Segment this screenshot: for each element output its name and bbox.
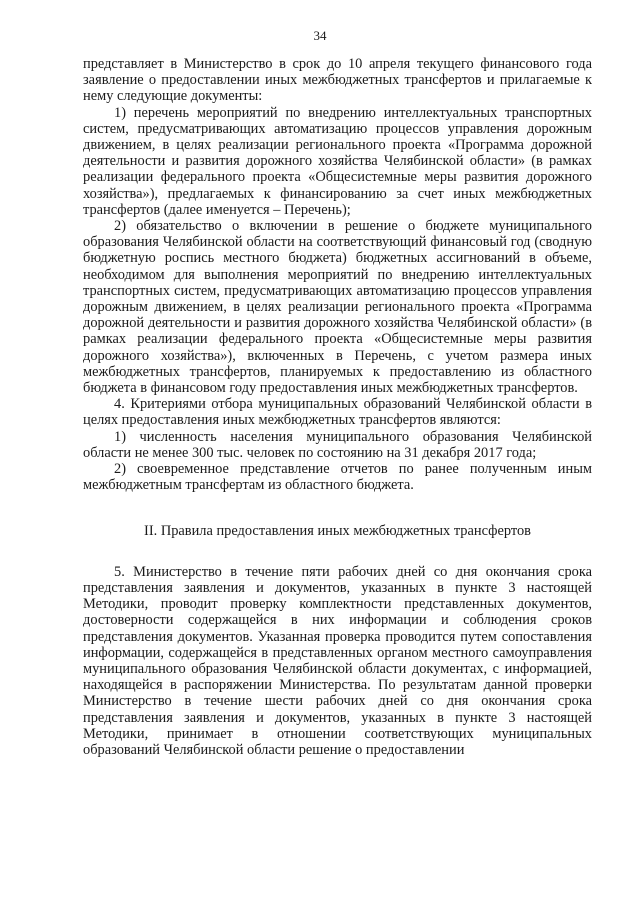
paragraph-criterion-2: 2) своевременное представление отчетов по ранее полученным иным межбюджетным трансфертам из областного бюджета. (83, 461, 592, 494)
document-body (83, 56, 592, 758)
paragraph-intro: представляет в Министерство в срок до 10 апреля текущего финансового года заявление о предоставлении иных межбюджетных трансфертов и прилагаемые к нему следующие документы: (83, 56, 592, 105)
page-number: 34 (313, 28, 327, 43)
paragraph-item-1: 1) перечень мероприятий по внедрению интеллектуальных транспортных систем, предусматривающих автоматизацию процессов управления дорожным движением, в целях реализации регионального проекта «Программа дорожной деятельности и развития дорожного хозяйства Челябинской области» (в рамках реализации федерального проекта «Общесистемные меры развития дорожного хозяйства»), предлагаемых к финансированию за счет иных межбюджетных трансфертов (далее именуется – Перечень); (83, 104, 592, 218)
paragraph-criteria: 4. Критериями отбора муниципальных образований Челябинской области в целях предоставления иных межбюджетных трансфертов являются: (83, 396, 592, 429)
paragraph-criterion-1: 1) численность населения муниципального образования Челябинской области не менее 300 тыс. человек по состоянию на 31 декабря 2017 года; (83, 428, 592, 461)
section-heading: II. Правила предоставления иных межбюджетных трансфертов (144, 523, 531, 540)
paragraph-clause-5: 5. Министерство в течение пяти рабочих дней со дня окончания срока представления заявления и документов, указанных в пункте 3 настоящей Методики, проводит проверку комплектности представленных документов, достоверности содержащейся в них информации и соблюдения сроков представления документов. Указанная проверка проводится путем сопоставления информации, содержащейся в представленных органом местного самоуправления муниципального образования Челябинской области документах, с информацией, находящейся в распоряжении Министерства. По результатам данной проверки Министерство в течение шести рабочих дней со дня окончания срока представления заявления и документов, указанных в пункте 3 настоящей Методики, принимает в отношении соответствующих муниципальных образований Челябинской области решение о предоставлении (83, 563, 592, 758)
paragraph-item-2: 2) обязательство о включении в решение о бюджете муниципального образования Челябинской области на соответствующий финансовый год (сводную бюджетную роспись местного бюджета) бюджетных ассигнований в объеме, необходимом для выполнения мероприятий по внедрению интеллектуальных транспортных систем, предусматривающих автоматизацию процессов управления дорожным движением, в целях реализации регионального проекта «Программа дорожной деятельности и развития дорожного хозяйства Челябинской области» (в рамках реализации федерального проекта «Общесистемные меры развития дорожного хозяйства»), включенных в Перечень, с учетом размера иных межбюджетных трансфертов, планируемых к предоставлению из областного бюджета в финансовом году предоставления иных межбюджетных трансфертов. (83, 218, 592, 397)
